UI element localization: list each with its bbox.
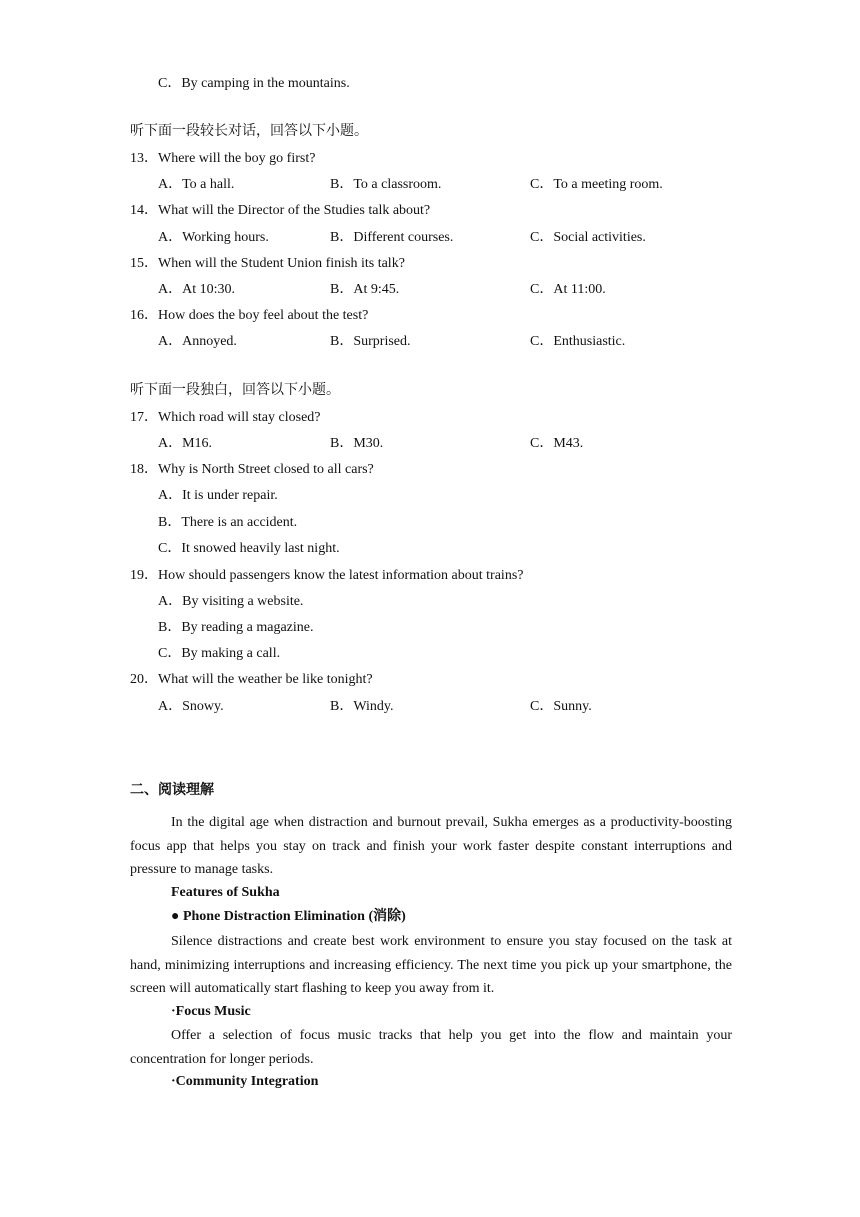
q19-option-c: C．By making a call. (158, 646, 281, 661)
feature-1-title: ● Phone Distraction Elimination (消除) (171, 909, 406, 924)
section-instruction-monologue: 听下面一段独白，回答以下小题。 (130, 383, 340, 398)
q18-option-c: C．It snowed heavily last night. (158, 541, 340, 556)
question-17: 17．Which road will stay closed? (130, 410, 321, 425)
q17-option-a: A．M16. (158, 436, 213, 451)
q17-option-c: C．M43. (530, 436, 584, 451)
q19-option-b: B．By reading a magazine. (158, 620, 314, 635)
q18-option-b: B．There is an accident. (158, 515, 298, 530)
question-19: 19．How should passengers know the latest information about trains? (130, 568, 524, 583)
feature-2-text: Offer a selection of focus music tracks that help you get into the flow and maintain your concentration for longer periods. (130, 1028, 732, 1067)
q14-option-b: B．Different courses. (330, 230, 454, 245)
q18-option-a: A．It is under repair. (158, 488, 278, 503)
q20-option-a: A．Snowy. (158, 699, 224, 714)
question-13: 13．Where will the boy go first? (130, 151, 316, 166)
feature-2-title: ·Focus Music (171, 1004, 251, 1019)
q13-option-b: B．To a classroom. (330, 177, 442, 192)
q14-option-c: C．Social activities. (530, 230, 646, 245)
q13-option-c: C．To a meeting room. (530, 177, 663, 192)
question-20: 20．What will the weather be like tonight? (130, 672, 373, 687)
feature-1-text: Silence distractions and create best work environment to ensure you stay focused on the task at hand, minimizing interruptions and increasing efficiency. The next time you pick up your smartphone, the screen will automatically start flashing to keep you away from it. (130, 934, 732, 996)
q16-option-c: C．Enthusiastic. (530, 334, 626, 349)
question-14: 14．What will the Director of the Studies talk about? (130, 203, 431, 218)
feature-3-title: ·Community Integration (171, 1074, 319, 1089)
q20-option-c: C．Sunny. (530, 699, 592, 714)
q17-option-b: B．M30. (330, 436, 384, 451)
question-15: 15．When will the Student Union finish its talk? (130, 256, 405, 271)
q15-option-c: C．At 11:00. (530, 282, 606, 297)
q20-option-b: B．Windy. (330, 699, 394, 714)
q16-option-a: A．Annoyed. (158, 334, 237, 349)
question-18: 18．Why is North Street closed to all cars? (130, 462, 374, 477)
option-c-prev: C．By camping in the mountains. (158, 76, 350, 91)
q14-option-a: A．Working hours. (158, 230, 269, 245)
q15-option-a: A．At 10:30. (158, 282, 235, 297)
question-16: 16．How does the boy feel about the test? (130, 308, 369, 323)
q15-option-b: B．At 9:45. (330, 282, 400, 297)
q19-option-a: A．By visiting a website. (158, 594, 304, 609)
reading-section-heading: 二、阅读理解 (130, 783, 214, 798)
q16-option-b: B．Surprised. (330, 334, 411, 349)
features-title: Features of Sukha (171, 885, 280, 900)
q13-option-a: A．To a hall. (158, 177, 235, 192)
reading-intro-paragraph: In the digital age when distraction and burnout prevail, Sukha emerges as a productivity-boosting focus app that helps you stay on track and finish your work faster despite constant interruptions and pressure to manage tasks. (130, 815, 732, 877)
section-instruction-dialogue: 听下面一段较长对话，回答以下小题。 (130, 124, 368, 139)
